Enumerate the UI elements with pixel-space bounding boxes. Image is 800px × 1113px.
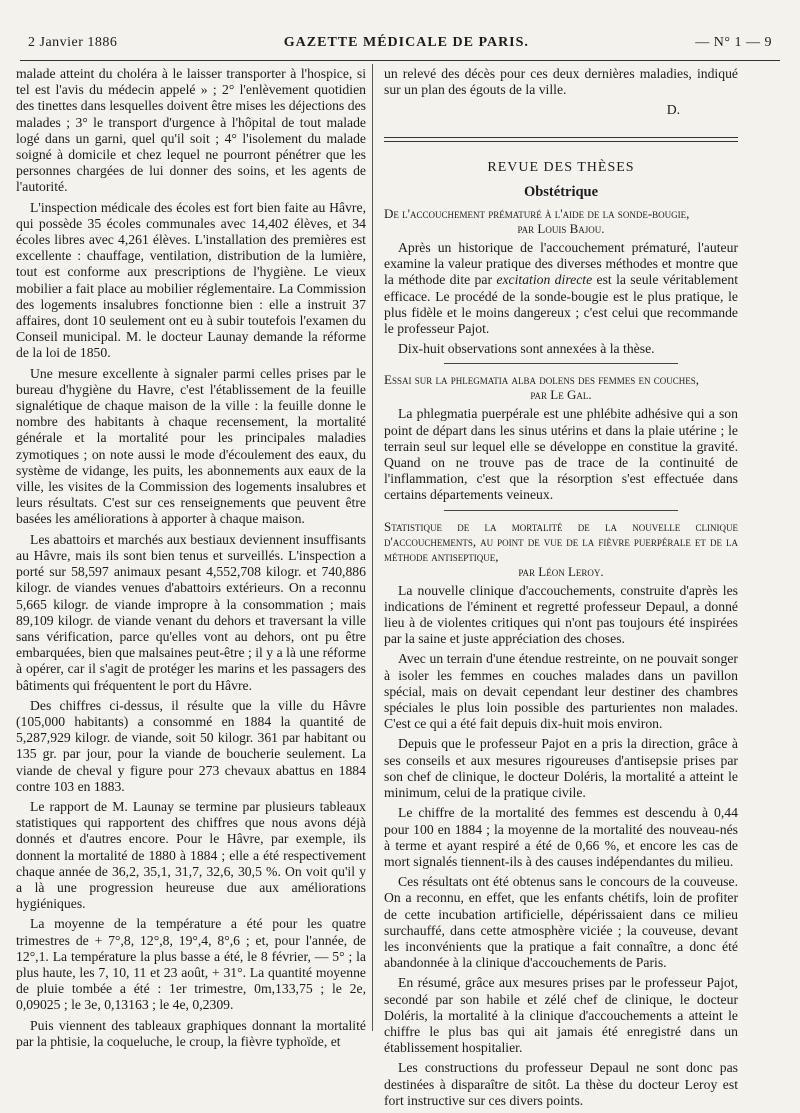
paragraph: malade atteint du choléra à le laisser transporter à l'hospice, si tel est l'avis du médecin appelé » ; 2° l'enlèvement quotidien des tinettes dans lesquelles doivent être mises les déjections des malades ; 3° le transport d'urgence à l'hôpital de tout malade logé dans un garni, quel qu'il soit ; 4° l'isolement du malade soigné à domicile et chez lequel ne pourront pénétrer que les personnes chargées de lui donner des soins, et les agents de l'autorité. xyxy=(16,66,366,195)
text-run: est la seule véritablement efficace. Le procédé de la sonde-bougie est le plus pratique, le plus fidèle et le moins dangereux ; c'est celui que recommande le professeur Pajot. xyxy=(384,272,738,337)
paragraph: La phlegmatia puerpérale est une phlébite adhésive qui a son point de départ dans les sinus utérins et dans la plaie utérine ; le terrain seul sur lequel elle se développe en constitue la gravité. Quand on ne trouve pas de trace de la continuité de l'inflammation, c'est que la résorption s'est effectuée dans certains départements veineux. xyxy=(384,406,738,503)
paragraph: Les abattoirs et marchés aux bestiaux deviennent insuffisants au Hâvre, mais ils sont bien tenus et surveillés. L'inspection a porté sur 58,597 animaux pesant 4,552,708 kilogr. et 740,886 kilogr. de viandes venues d'abattoirs extérieurs. On a reconnu 5,665 kilogr. de viande impropre à la consommation ; mais 89,109 kilogr. de viande venant du dehors et traversant la ville sans vérification, parce qu'elles vont au dehors, ont pu être embarquées, bien que malsaines peut-être ; il y a là une réforme à opérer, car il s'agit de protéger les marins et les passagers des bâtiments qui fréquentent le port du Hâvre. xyxy=(16,531,366,693)
right-column xyxy=(384,66,738,1113)
paragraph: Puis viennent des tableaux graphiques donnant la mortalité par la phtisie, la coqueluche, le croup, la fièvre typhoïde, et xyxy=(16,1017,366,1049)
paragraph: En résumé, grâce aux mesures prises par le professeur Pajot, secondé par son habile et zélé chef de clinique, le docteur Doléris, la mortalité à la clinique d'accouchements a atteint le chiffre le plus bas qui ait jamais été enregistré dans un établissement hospitalier. xyxy=(384,975,738,1056)
header-date: 2 Janvier 1886 xyxy=(28,35,118,50)
paragraph: Dix-huit observations sont annexées à la thèse. xyxy=(398,341,655,357)
section-rule xyxy=(384,137,738,142)
article-heading xyxy=(384,372,738,402)
column-divider xyxy=(372,64,373,1031)
subsection-title: Obstétrique xyxy=(523,183,599,200)
paragraph: Des chiffres ci-dessus, il résulte que la ville du Hâvre (105,000 habitants) a consommé en 1884 la quantité de 5,287,929 kilogr. de viande, soit 50 kilogr. 361 par habitant ou 135 gr. par jour, pour la viande de boucherie seulement. La viande de cheval y figure pour 273 chevaux abattus en 1884 contre 103 en 1883. xyxy=(16,697,366,794)
article-title: Essai sur la phlegmatia alba dolens des femmes en couches, xyxy=(384,372,699,388)
paragraph: Ces résultats ont été obtenus sans le concours de la couveuse. On a reconnu, en effet, que les enfants chétifs, loin de profiter de cette incubation artificielle, dépérissaient dans ce milieu surchauffé, dans cette atmosphère viciée ; la couveuse, devant les inconvénients que la pratique a fait connaître, a donc été abandonnée à la clinique d'accouchements de Paris. xyxy=(384,874,738,971)
paragraph: La nouvelle clinique d'accouchements, construite d'après les indications de l'éminent et regretté professeur Depaul, a donné lieu à de violentes critiques qui n'ont pas toujours été inspirées par la saine et juste appréciation des choses. xyxy=(384,582,738,647)
article-author: par Léon Leroy. xyxy=(518,563,604,579)
paragraph: un relevé des décès pour ces deux dernières maladies, indiqué sur un plan des égouts de la ville. xyxy=(384,66,738,98)
journal-title: GAZETTE MÉDICALE DE PARIS. xyxy=(283,35,529,50)
paragraph: Depuis que le professeur Pajot en a pris la direction, grâce à ses conseils et aux mesures rigoureuses d'antisepsie prises par son chef de clinique, le docteur Doléris, la mortalité a atteint le minimum, celui de la pratique civile. xyxy=(384,736,738,801)
article-author: par Le Gal. xyxy=(530,387,592,403)
article-rule xyxy=(444,363,678,364)
paragraph: Avec un terrain d'une étendue restreinte, on ne pouvait songer à isoler les femmes en couches malades dans un pavillon spécial, mais on devait cependant leur destiner des chambres spéciales le plus loin possible des parturientes non malades. C'est ce qui a été fait depuis dix-huit mois environ. xyxy=(384,651,738,732)
signature: D. xyxy=(666,102,680,118)
running-header xyxy=(28,32,772,54)
article-rule xyxy=(444,510,678,511)
paragraph: La moyenne de la température a été pour les quatre trimestres de + 7°,8, 12°,8, 19°,4, 8°,6 ; et, pour l'année, de 12°,1. La température la plus basse a été, le 8 février, — 5° ; la plus haute, les 7, 10, 11 et 23 août, + 31°. La quantité moyenne de pluie tombée a été : 1er trimestre, 0m,133,75 ; le 2e, 0,09025 ; le 3e, 0,13163 ; le 4e, 0,2309. xyxy=(16,916,366,1013)
page-number: — N° 1 — 9 xyxy=(695,35,772,50)
article-heading xyxy=(384,206,738,236)
article-title: Statistique de la mortalité de la nouvelle clinique d'accouchements, au point de vue de la fièvre puerpérale et de la méthode antiseptique, xyxy=(384,518,738,564)
paragraph: L'inspection médicale des écoles est fort bien faite au Hâvre, qui possède 35 écoles communales avec 14,402 élèves, et 34 écoles libres avec 4,261 élèves. L'installation des premières est excellente : chauffage, ventilation, distribution de la lumière, tout est conforme aux prescriptions de l'hygiène. Le vieux mobilier a fait place au mobilier réglementaire. La Commission des logements insalubres fonctionne bien : elle a instruit 37 affaires, dont 10 seulement ont eu à subir toutefois l'examen du Conseil municipal. M. le docteur Launay demande la réforme de la loi de 1850. xyxy=(16,199,366,361)
article-author: par Louis Bajou. xyxy=(517,221,605,237)
section-title: REVUE DES THÈSES xyxy=(487,159,635,175)
article-heading xyxy=(384,519,738,579)
paragraph: Une mesure excellente à signaler parmi celles prises par le bureau d'hygiène du Havre, c'est l'établissement de la feuille signalétique de chaque maison de la ville : la feuille donne le nombre des habitants à chaque recensement, la mortalité générale et la mortalité pour les principales maladies zymotiques ; on note aussi le mode d'écoulement des eaux, du système de vidange, les puits, les abonnements aux eaux de la ville, les visites de la Commission des logements insalubres et leurs résultats. C'est sur ces renseignements que peuvent être basées les améliorations à apporter à chaque maison. xyxy=(16,365,366,527)
left-column xyxy=(16,66,366,1054)
text-run: Après un historique de l'accouchement prématuré, l'auteur examine la valeur pratique des diverses méthodes et montre que la méthode dite par xyxy=(384,240,738,288)
header-rule xyxy=(20,60,780,61)
paragraph: Le chiffre de la mortalité des femmes est descendu à 0,44 pour 100 en 1884 ; la moyenne de la mortalité des nouveau-nés à terme et ayant respiré a été de 0,66 %, et encore les cas de mort signalés tiennent-ils à des causes indépendantes du milieu. xyxy=(384,805,738,869)
paragraph xyxy=(384,240,738,337)
paragraph: Les constructions du professeur Depaul ne sont donc pas destinées à disparaître de sitôt. La thèse du docteur Leroy est fort instructive sur ces divers points. xyxy=(384,1060,738,1108)
emphasis-text: excitation directe xyxy=(496,272,593,288)
paragraph: Le rapport de M. Launay se termine par plusieurs tableaux statistiques qui rapportent des chiffres que nous avons déjà donnés et d'autres encore. Pour le Hâvre, par exemple, ils donnent la mortalité de 1880 à 1884 ; elle a été respectivement chaque année de 36,2, 35,1, 31,7, 32,6, 30,5 %. On voit qu'il y a là une progression heureuse due aux améliorations hygiéniques. xyxy=(16,798,366,912)
article-title: De l'accouchement prématuré à l'aide de la sonde-bougie, xyxy=(384,206,690,222)
